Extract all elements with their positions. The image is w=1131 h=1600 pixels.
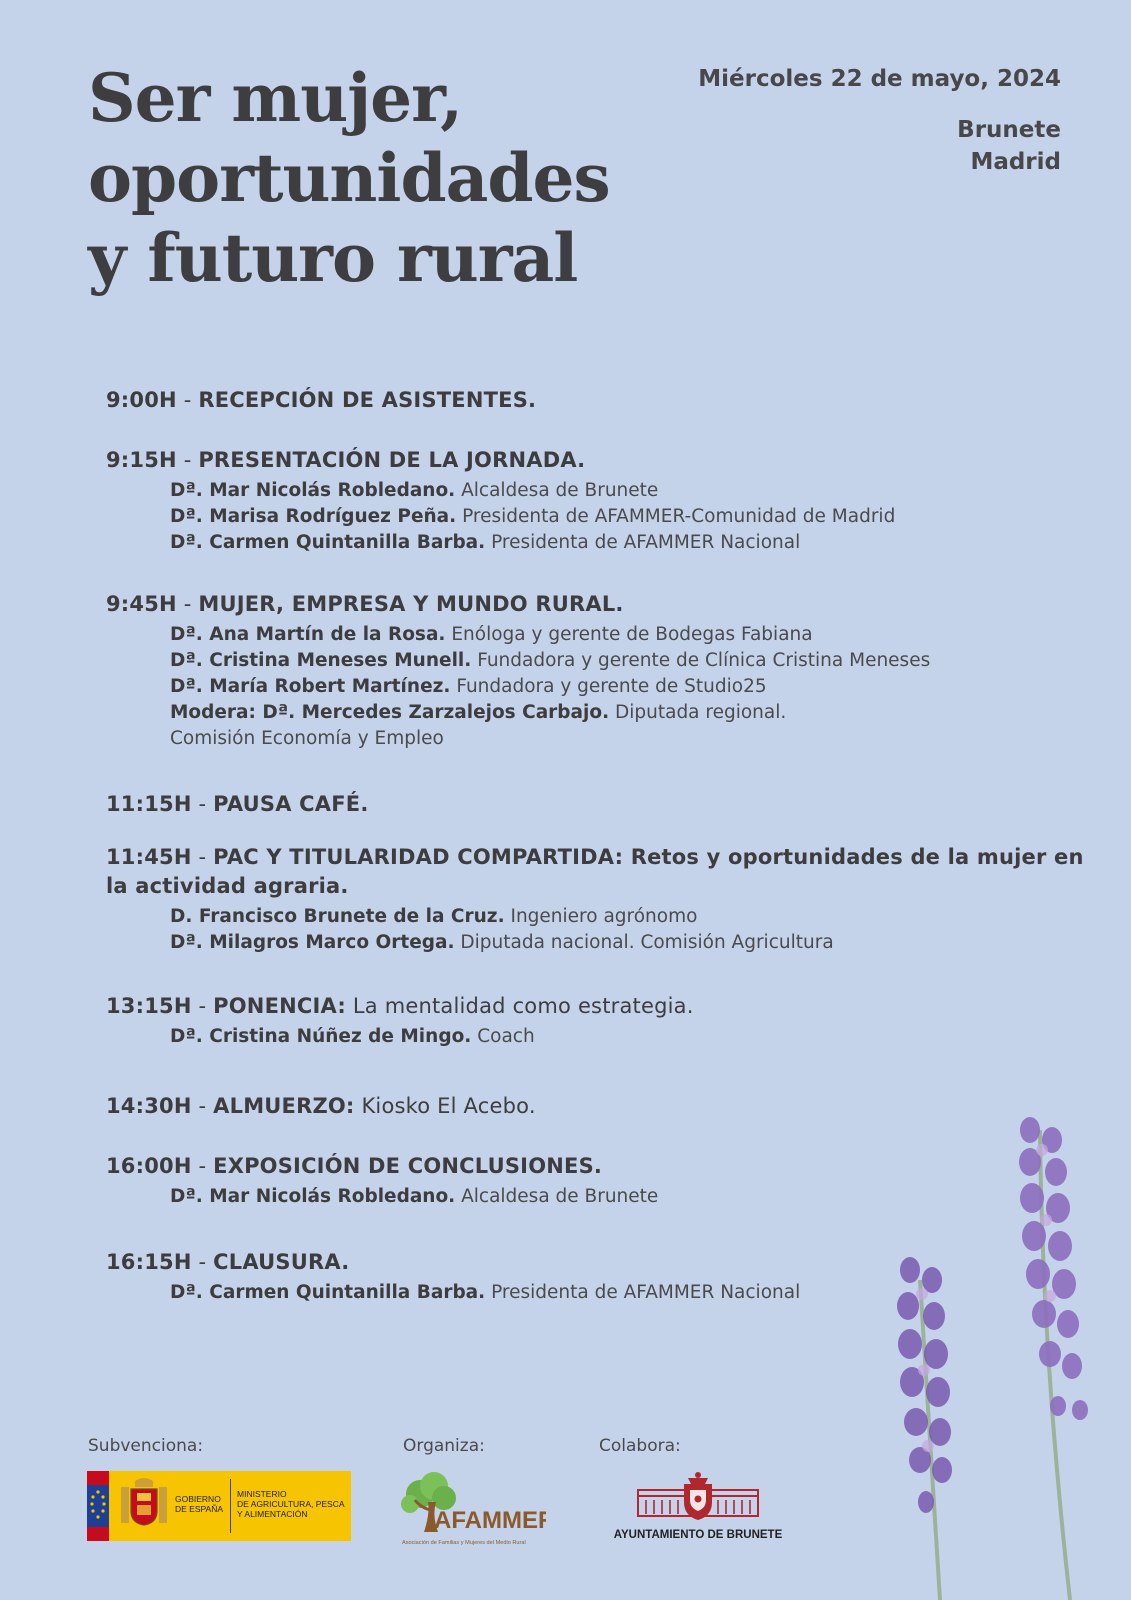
- speaker-role: Alcaldesa de Brunete: [461, 480, 659, 501]
- session-heading: 14:30H - ALMUERZO: Kiosko El Acebo.: [106, 1094, 536, 1118]
- schedule-session: [106, 790, 1096, 819]
- speaker-role: Fundadora y gerente de Clínica Cristina Meneses: [477, 650, 931, 671]
- gobierno-espana-logo: [87, 1471, 351, 1541]
- session-heading: 9:00H - RECEPCIÓN DE ASISTENTES.: [106, 388, 537, 412]
- brunete-shield-icon: [684, 1472, 712, 1520]
- gobierno-logo-graphic: [87, 1471, 351, 1541]
- ministry-line2: DE AGRICULTURA, PESCA: [237, 1499, 345, 1509]
- session-subtitle: Kiosko El Acebo.: [361, 1094, 536, 1118]
- speaker-line: [170, 648, 1096, 674]
- speaker-line: [170, 622, 1096, 648]
- title-line: y futuro rural: [88, 219, 578, 297]
- speaker-line: [170, 700, 1096, 726]
- session-label: PRESENTACIÓN DE LA JORNADA.: [198, 448, 586, 472]
- title-line: Ser mujer,: [88, 59, 463, 137]
- speaker-role: Presidenta de AFAMMER Nacional: [491, 1282, 801, 1303]
- speaker-name: Dª. María Robert Martínez.: [170, 676, 451, 697]
- ayuntamiento-brunete-logo: [598, 1470, 798, 1546]
- poster-title: [88, 58, 610, 298]
- brunete-name: AYUNTAMIENTO DE BRUNETE: [613, 1529, 783, 1541]
- session-time: 9:45H: [106, 592, 177, 616]
- afammer-logo: [398, 1468, 546, 1548]
- session-heading: 16:15H - CLAUSURA.: [106, 1250, 350, 1274]
- ministry-line3: Y ALIMENTACIÓN: [237, 1509, 308, 1519]
- session-heading: 16:00H - EXPOSICIÓN DE CONCLUSIONES.: [106, 1154, 603, 1178]
- session-subtitle: La mentalidad como estrategia.: [352, 994, 694, 1018]
- speaker-role: Ingeniero agrónomo: [510, 906, 698, 927]
- session-label: ALMUERZO:: [213, 1094, 355, 1118]
- session-label: PAUSA CAFÉ.: [213, 792, 369, 816]
- session-label: EXPOSICIÓN DE CONCLUSIONES.: [213, 1154, 603, 1178]
- speaker-name: Modera: Dª. Mercedes Zarzalejos Carbajo.: [170, 702, 610, 723]
- speaker-name: Dª. Marisa Rodríguez Peña.: [170, 506, 457, 527]
- session-time: 11:45H: [106, 845, 192, 869]
- session-time: 14:30H: [106, 1094, 192, 1118]
- speaker-role: Diputada nacional. Comisión Agricultura: [460, 932, 834, 953]
- afammer-name: AFAMMER: [434, 1507, 546, 1534]
- speaker-line: [170, 930, 1096, 956]
- colabora-label: Colabora:: [599, 1436, 681, 1456]
- schedule-session: [106, 386, 1096, 415]
- schedule-session: [106, 446, 1096, 556]
- speaker-line: [170, 726, 1096, 752]
- lavender-illustration: [880, 1110, 1131, 1600]
- session-label: PAC Y TITULARIDAD COMPARTIDA: Retos y oportunidades de la mujer en la actividad agraria.: [106, 845, 1084, 898]
- event-place: [957, 114, 1061, 178]
- schedule-session: [106, 843, 1096, 956]
- session-time: 13:15H: [106, 994, 192, 1018]
- session-heading: 13:15H - PONENCIA: La mentalidad como estrategia.: [106, 994, 694, 1018]
- session-label: MUJER, EMPRESA Y MUNDO RURAL.: [198, 592, 624, 616]
- speaker-role: Enóloga y gerente de Bodegas Fabiana: [451, 624, 813, 645]
- session-label: PONENCIA:: [213, 994, 346, 1018]
- speaker-line: [170, 504, 1096, 530]
- gov-line1: GOBIERNO: [175, 1494, 221, 1504]
- ministry-line1: MINISTERIO: [237, 1489, 287, 1499]
- event-date: Miércoles 22 de mayo, 2024: [698, 66, 1061, 92]
- place-town: Brunete: [957, 117, 1061, 143]
- speaker-name: Dª. Cristina Núñez de Mingo.: [170, 1026, 472, 1047]
- speaker-role: Coach: [477, 1026, 535, 1047]
- speaker-name: Dª. Carmen Quintanilla Barba.: [170, 532, 486, 553]
- speaker-name: Dª. Mar Nicolás Robledano.: [170, 480, 456, 501]
- speaker-role: Comisión Economía y Empleo: [170, 728, 444, 749]
- speaker-name: Dª. Mar Nicolás Robledano.: [170, 1186, 456, 1207]
- brunete-logo-graphic: [598, 1470, 798, 1546]
- speaker-role: Alcaldesa de Brunete: [461, 1186, 659, 1207]
- schedule-session: [106, 590, 1096, 752]
- session-time: 16:00H: [106, 1154, 192, 1178]
- place-region: Madrid: [970, 149, 1061, 175]
- gov-line2: DE ESPAÑA: [175, 1504, 224, 1514]
- session-label: RECEPCIÓN DE ASISTENTES.: [198, 388, 537, 412]
- session-heading: 9:45H - MUJER, EMPRESA Y MUNDO RURAL.: [106, 592, 624, 616]
- speaker-name: Dª. Milagros Marco Ortega.: [170, 932, 455, 953]
- schedule-session: [106, 992, 1096, 1050]
- subvenciona-label: Subvenciona:: [88, 1436, 204, 1456]
- speaker-role: Presidenta de AFAMMER Nacional: [491, 532, 801, 553]
- afammer-logo-graphic: [398, 1468, 546, 1548]
- speaker-name: D. Francisco Brunete de la Cruz.: [170, 906, 505, 927]
- session-time: 11:15H: [106, 792, 192, 816]
- speaker-line: [170, 904, 1096, 930]
- speaker-name: Dª. Cristina Meneses Munell.: [170, 650, 472, 671]
- speaker-role: Presidenta de AFAMMER-Comunidad de Madrid: [462, 506, 896, 527]
- speaker-line: [170, 530, 1096, 556]
- speaker-role: Diputada regional.: [615, 702, 787, 723]
- speaker-role: Fundadora y gerente de Studio25: [456, 676, 767, 697]
- session-time: 16:15H: [106, 1250, 192, 1274]
- speaker-name: Dª. Ana Martín de la Rosa.: [170, 624, 446, 645]
- afammer-tagline: Asociación de Familias y Mujeres del Medio Rural: [402, 1540, 526, 1546]
- title-line: oportunidades: [88, 139, 610, 217]
- session-heading: 11:45H - PAC Y TITULARIDAD COMPARTIDA: Retos y oportunidades de la mujer en la actividad agraria.: [106, 845, 1084, 898]
- session-heading: 11:15H - PAUSA CAFÉ.: [106, 792, 369, 816]
- session-label: CLAUSURA.: [213, 1250, 350, 1274]
- speaker-line: [170, 1024, 1096, 1050]
- speaker-line: [170, 478, 1096, 504]
- speaker-line: [170, 674, 1096, 700]
- organiza-label: Organiza:: [403, 1436, 485, 1456]
- speaker-name: Dª. Carmen Quintanilla Barba.: [170, 1282, 486, 1303]
- session-time: 9:00H: [106, 388, 177, 412]
- session-time: 9:15H: [106, 448, 177, 472]
- session-heading: 9:15H - PRESENTACIÓN DE LA JORNADA.: [106, 448, 586, 472]
